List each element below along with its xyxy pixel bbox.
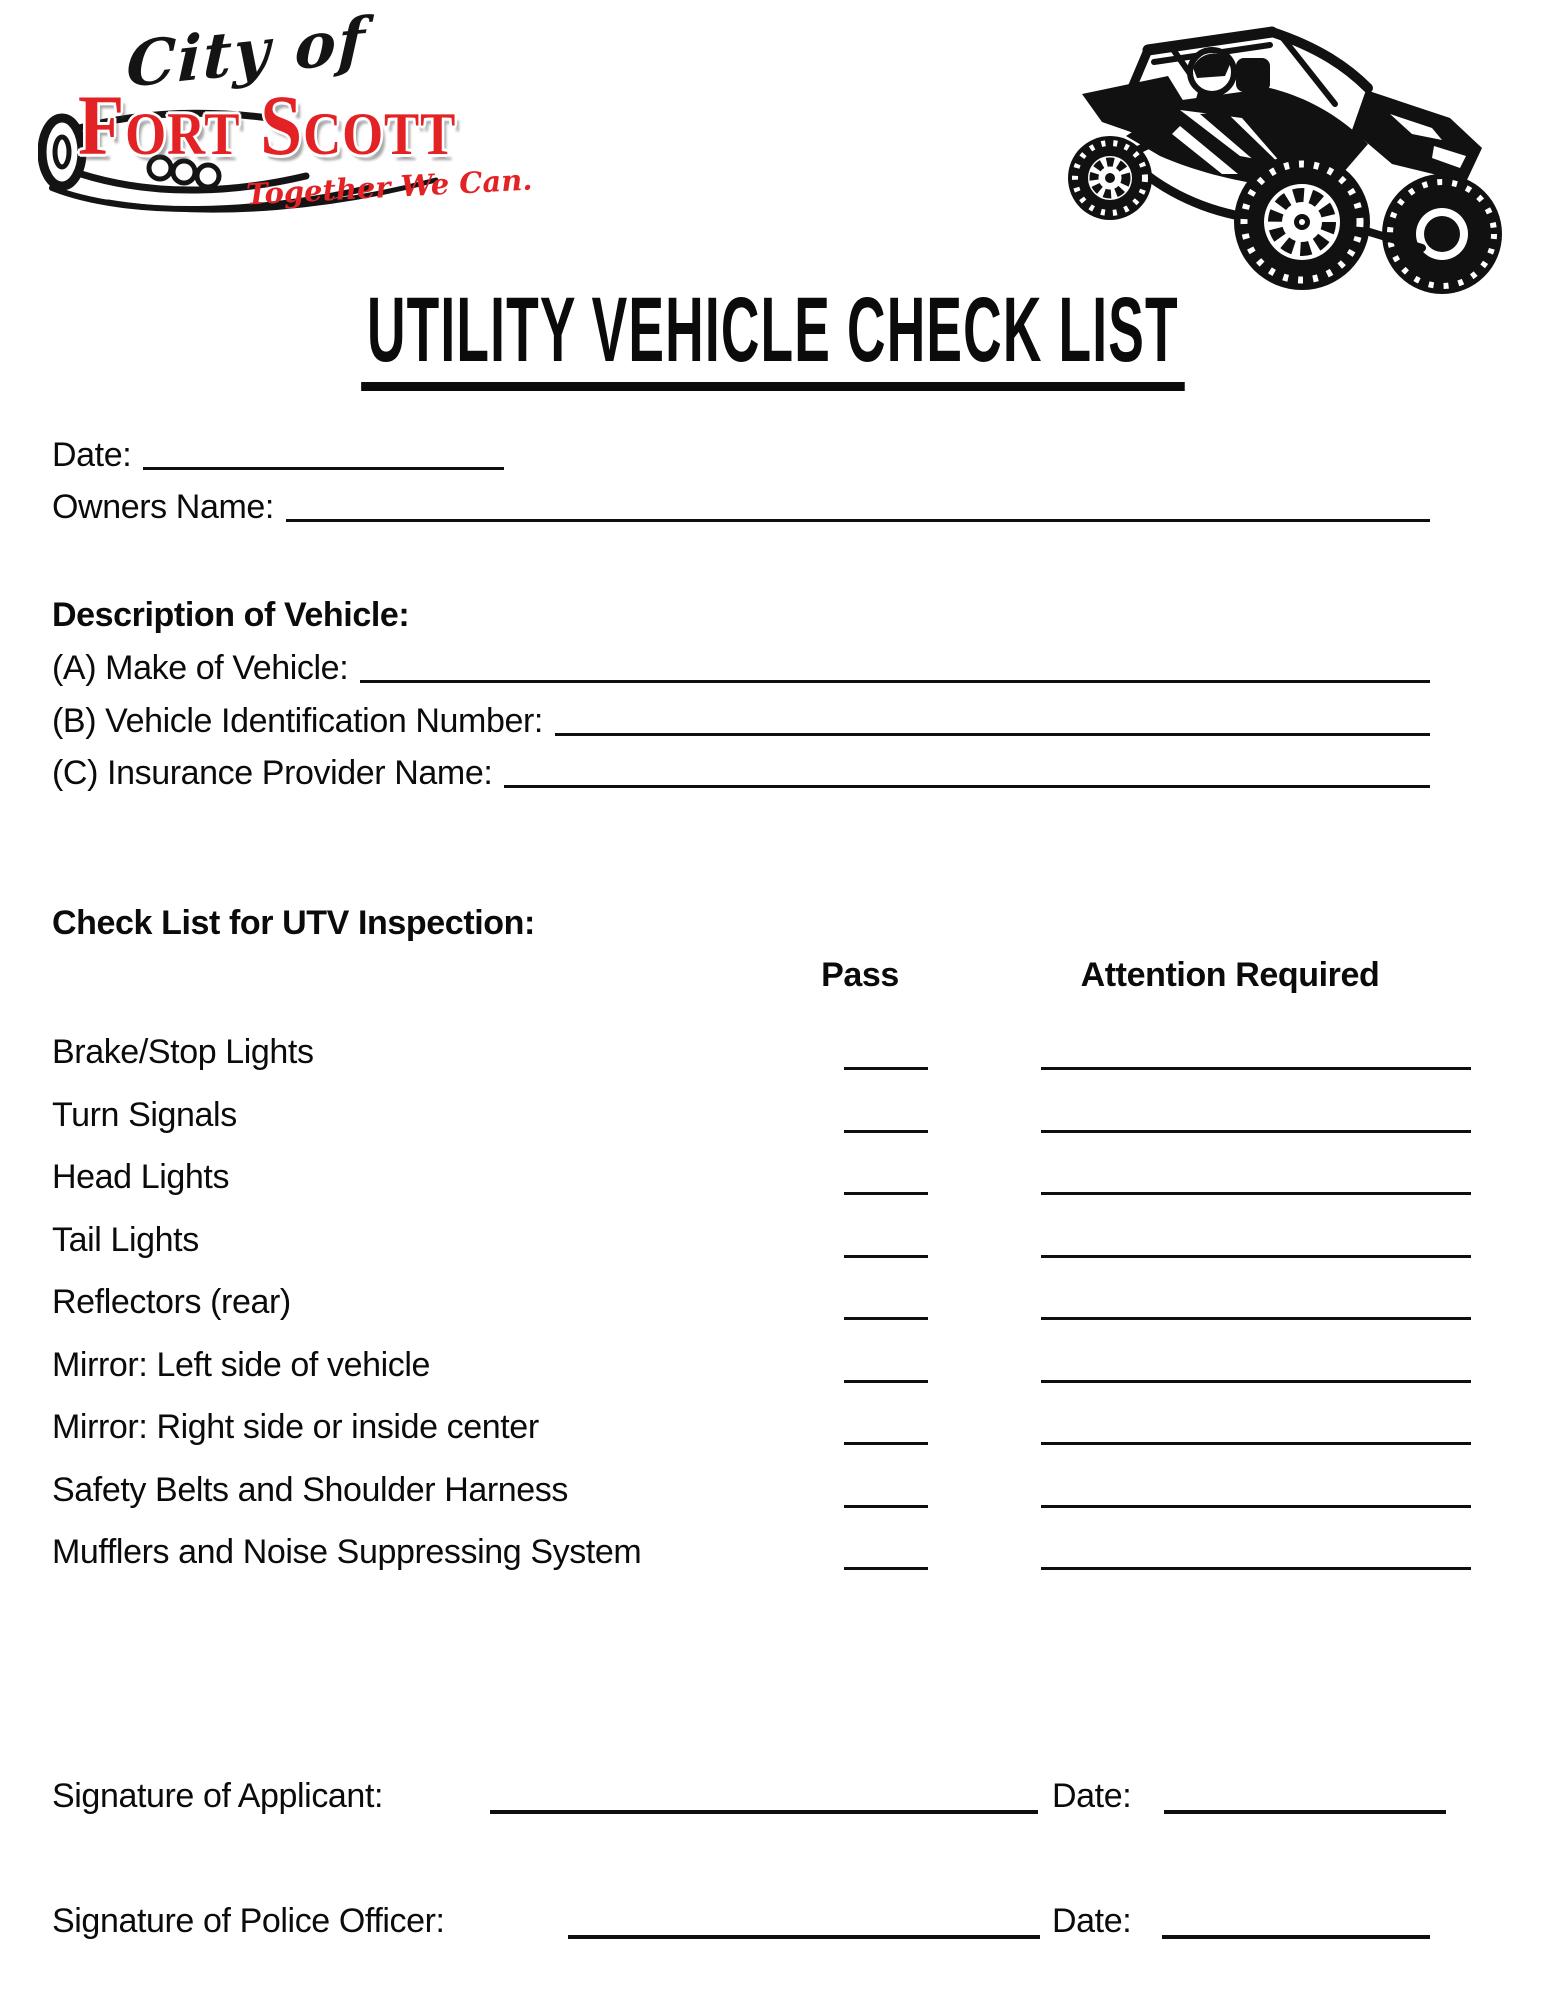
applicant-date-label: Date: xyxy=(1052,1777,1132,1815)
logo-tagline-text: Together We Can. xyxy=(245,162,534,212)
utv-illustration xyxy=(1030,6,1520,301)
logo-city-of-text: City of xyxy=(125,3,368,102)
checklist-item-label: Safety Belts and Shoulder Harness xyxy=(52,1471,568,1509)
checklist-item-label: Reflectors (rear) xyxy=(52,1283,291,1321)
checklist-row-safety-belts xyxy=(0,1468,1545,1516)
date-input-line[interactable] xyxy=(143,467,504,470)
checklist-row-turn-signals xyxy=(0,1093,1545,1141)
pass-input-line[interactable] xyxy=(844,1317,928,1320)
insurance-provider-row xyxy=(52,754,1430,793)
checklist-row-mufflers xyxy=(0,1530,1545,1578)
make-of-vehicle-label: (A) Make of Vehicle: xyxy=(52,649,349,687)
attention-input-line[interactable] xyxy=(1041,1442,1471,1445)
description-section-heading: Description of Vehicle: xyxy=(52,596,410,634)
checklist-item-label: Mirror: Right side or inside center xyxy=(52,1408,539,1446)
checklist-item-label: Brake/Stop Lights xyxy=(52,1033,314,1071)
make-of-vehicle-input-line[interactable] xyxy=(360,680,1430,683)
officer-signature-input-line[interactable] xyxy=(568,1935,1040,1939)
officer-signature-label: Signature of Police Officer: xyxy=(52,1902,445,1940)
city-of-fort-scott-logo xyxy=(38,3,534,220)
officer-date-label: Date: xyxy=(1052,1902,1132,1940)
insurance-provider-label: (C) Insurance Provider Name: xyxy=(52,754,493,792)
attention-input-line[interactable] xyxy=(1041,1192,1471,1195)
attention-input-line[interactable] xyxy=(1041,1505,1471,1508)
checklist-item-label: Mufflers and Noise Suppressing System xyxy=(52,1533,642,1571)
utv-far-wheel xyxy=(1382,174,1502,294)
logo-fort-scott-text: Fort Scott xyxy=(78,77,457,173)
checklist-item-label: Tail Lights xyxy=(52,1221,199,1259)
owner-name-input-line[interactable] xyxy=(286,519,1430,522)
make-of-vehicle-row xyxy=(52,649,1430,688)
pass-input-line[interactable] xyxy=(844,1255,928,1258)
checklist-item-label: Mirror: Left side of vehicle xyxy=(52,1346,431,1384)
applicant-signature-label: Signature of Applicant: xyxy=(52,1777,384,1815)
utv-rear-wheel xyxy=(1068,136,1152,220)
utv-front-wheel xyxy=(1234,154,1370,290)
attention-input-line[interactable] xyxy=(1041,1380,1471,1383)
checklist-row-brake-stop-lights xyxy=(0,1030,1545,1078)
applicant-signature-input-line[interactable] xyxy=(490,1810,1038,1814)
checklist-row-mirror-right xyxy=(0,1405,1545,1453)
checklist-row-head-lights xyxy=(0,1155,1545,1203)
officer-signature-row xyxy=(0,1893,1545,1947)
pass-input-line[interactable] xyxy=(844,1192,928,1195)
checklist-item-label: Head Lights xyxy=(52,1158,230,1196)
attention-input-line[interactable] xyxy=(1041,1317,1471,1320)
date-label: Date: xyxy=(52,436,132,474)
vin-input-line[interactable] xyxy=(555,733,1430,736)
checklist-row-tail-lights xyxy=(0,1218,1545,1266)
attention-input-line[interactable] xyxy=(1041,1130,1471,1133)
vin-row xyxy=(52,702,1430,741)
pass-input-line[interactable] xyxy=(844,1567,928,1570)
officer-date-input-line[interactable] xyxy=(1162,1935,1430,1939)
pass-input-line[interactable] xyxy=(844,1067,928,1070)
attention-input-line[interactable] xyxy=(1041,1255,1471,1258)
pass-input-line[interactable] xyxy=(844,1505,928,1508)
page-title: UTILITY VEHICLE CHECK LIST xyxy=(361,284,1184,391)
date-row xyxy=(52,436,504,475)
insurance-provider-input-line[interactable] xyxy=(504,785,1430,788)
applicant-signature-row xyxy=(0,1768,1545,1822)
pass-input-line[interactable] xyxy=(844,1442,928,1445)
attention-input-line[interactable] xyxy=(1041,1067,1471,1070)
applicant-date-input-line[interactable] xyxy=(1164,1810,1446,1814)
checklist-section-heading: Check List for UTV Inspection: xyxy=(52,904,535,942)
pass-input-line[interactable] xyxy=(844,1130,928,1133)
owner-name-row xyxy=(52,488,1430,527)
attention-input-line[interactable] xyxy=(1041,1567,1471,1570)
attention-required-column-header: Attention Required xyxy=(1080,956,1380,994)
checklist-item-label: Turn Signals xyxy=(52,1096,237,1134)
checklist-row-reflectors xyxy=(0,1280,1545,1328)
pass-input-line[interactable] xyxy=(844,1380,928,1383)
checklist-row-mirror-left xyxy=(0,1343,1545,1391)
owner-name-label: Owners Name: xyxy=(52,488,274,526)
pass-column-header: Pass xyxy=(821,956,899,994)
vin-label: (B) Vehicle Identification Number: xyxy=(52,702,543,740)
title-wrap xyxy=(0,279,1545,391)
